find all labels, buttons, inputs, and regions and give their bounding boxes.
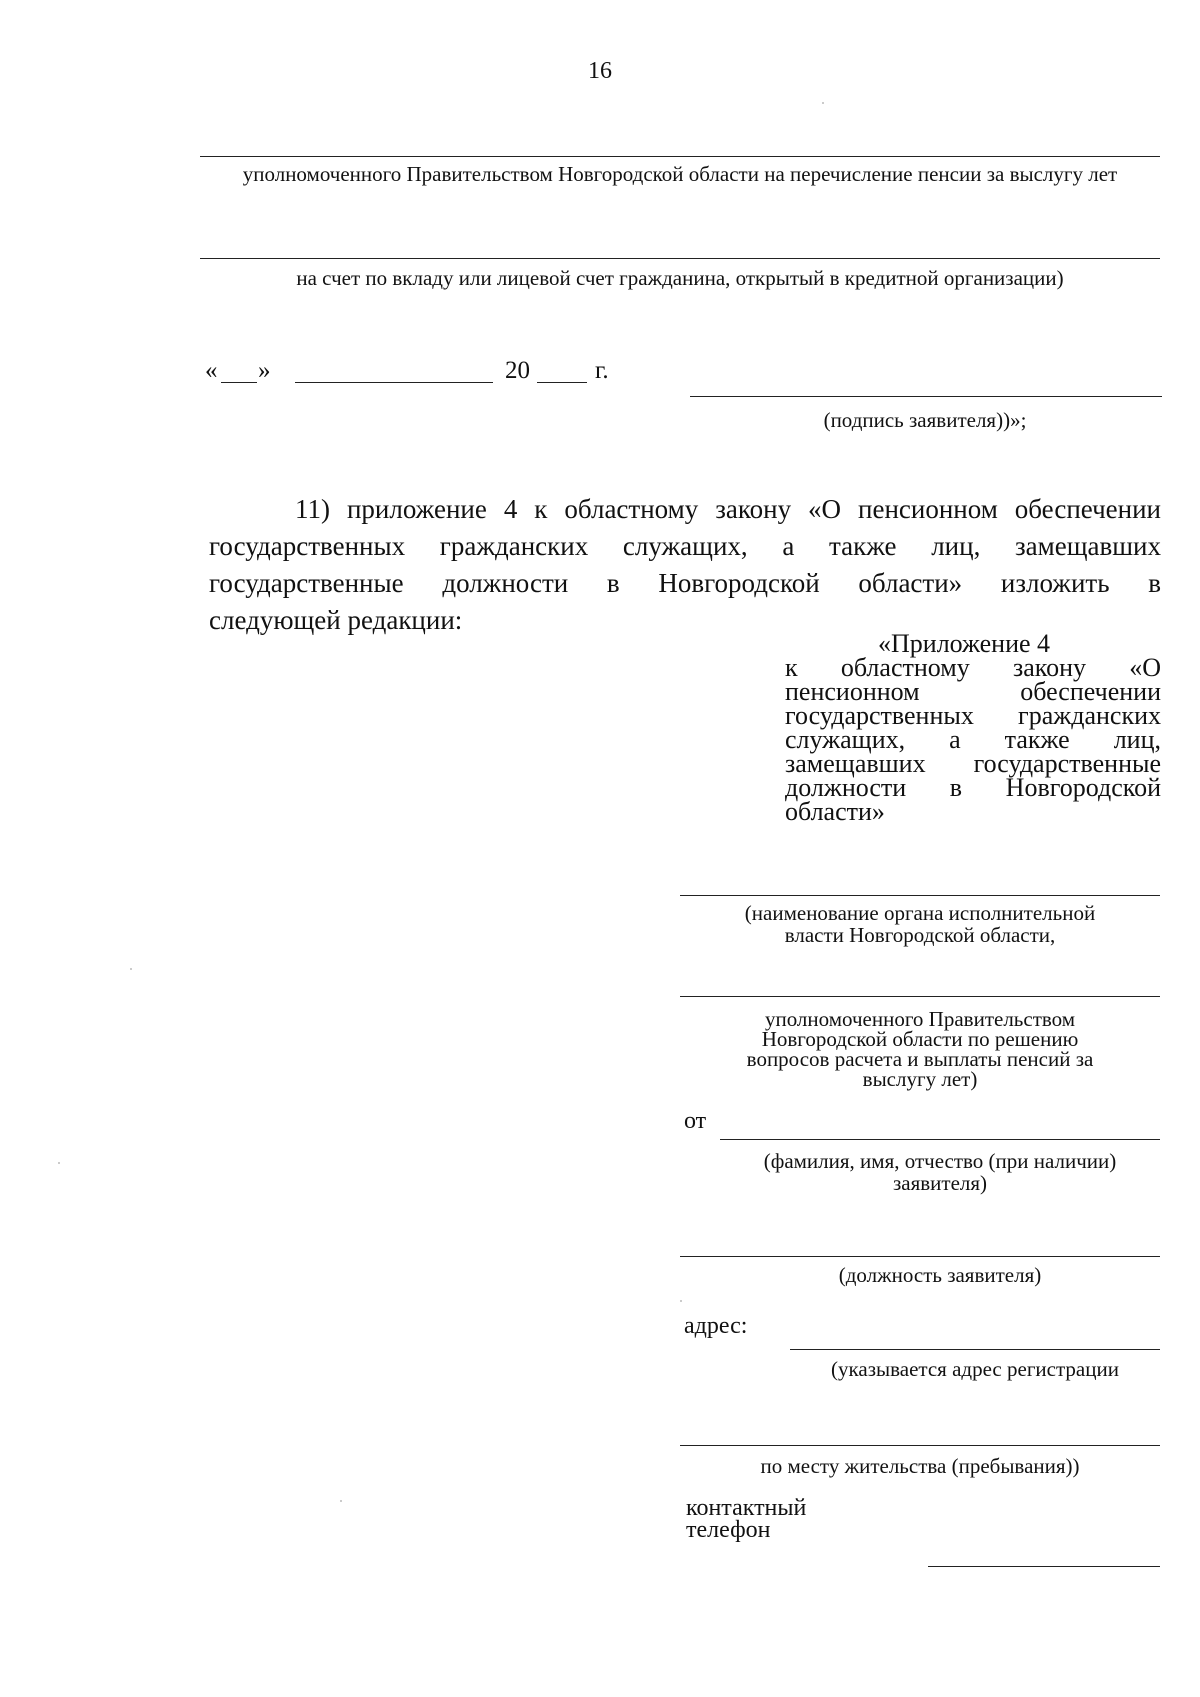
scan-speck [340, 1500, 342, 1502]
blank-line-payment-organ [200, 156, 1160, 157]
caption-authorized-line-4: выслугу лет) [862, 1067, 978, 1091]
date-day-blank [221, 382, 257, 383]
appendix-line-6: должности в Новгородской [785, 773, 1161, 802]
appendix-line-5: замещавших государственные [785, 749, 1161, 778]
caption-residence: по месту жительства (пребывания)) [760, 1454, 1080, 1478]
caption-address: (указывается адрес регистрации [831, 1357, 1119, 1381]
date-close-quote: » [258, 357, 271, 384]
amendment-line-4: следующей редакции: [209, 605, 463, 635]
date-month-blank [295, 382, 493, 383]
caption-name-line-1: (фамилия, имя, отчество (при наличии) [763, 1149, 1117, 1173]
date-year-blank [537, 382, 587, 383]
date-year-suffix: г. [595, 357, 609, 384]
scan-speck [58, 1162, 60, 1164]
caption-organ-line-2: власти Новгородской области, [784, 923, 1056, 947]
appendix-line-2: пенсионном обеспечении [785, 677, 1161, 706]
amendment-line-2: государственных гражданских служащих, а также лиц, замещавших [209, 531, 1161, 561]
page-number: 16 [588, 58, 612, 84]
date-line [205, 357, 625, 389]
blank-line-account [200, 258, 1160, 259]
appendix-line-7: области» [785, 797, 885, 826]
caption-authorized-line-2: Новгородской области по решению [761, 1027, 1079, 1051]
blank-line-position [680, 1256, 1160, 1257]
from-label: от [684, 1108, 707, 1134]
appendix-line-3: государственных гражданских [785, 701, 1161, 730]
amendment-line-1: 11) приложение 4 к областному закону «О пенсионном обеспечении [295, 494, 1161, 524]
appendix-line-4: служащих, а также лиц, [785, 725, 1161, 754]
blank-line-authorized-organ [680, 996, 1160, 997]
signature-blank-line [690, 396, 1162, 397]
caption-authorized-line-1: уполномоченного Правительством [764, 1007, 1076, 1031]
amendment-line-3: государственные должности в Новгородской области» изложить в [209, 568, 1161, 598]
date-year-prefix: 20 [505, 357, 530, 384]
signature-caption: (подпись заявителя))»; [823, 408, 1027, 432]
caption-authorized-line-3: вопросов расчета и выплаты пенсий за [746, 1047, 1094, 1071]
blank-line-residence [680, 1445, 1160, 1446]
caption-organ-line-1: (наименование органа исполнительной [744, 901, 1096, 925]
phone-label-line-2: телефон [686, 1517, 771, 1543]
phone-label-line-1: контактный [686, 1495, 807, 1521]
scan-speck [680, 1300, 682, 1302]
blank-line-phone [928, 1566, 1160, 1567]
appendix-line-1: к областному закону «О [785, 653, 1161, 682]
caption-position: (должность заявителя) [838, 1263, 1042, 1287]
scan-speck [822, 102, 824, 104]
blank-line-organ-name [680, 895, 1160, 896]
scan-speck [130, 968, 132, 970]
caption-name-line-2: заявителя) [892, 1171, 988, 1195]
appendix-title: «Приложение 4 [878, 629, 1051, 658]
caption-payment-organ: уполномоченного Правительством Новгородской области на перечисление пенсии за выслугу лет [242, 162, 1118, 186]
address-label: адрес: [684, 1313, 748, 1339]
blank-line-address [790, 1349, 1160, 1350]
date-open-quote: « [205, 357, 218, 384]
caption-account: на счет по вкладу или лицевой счет гражданина, открытый в кредитной организации) [296, 266, 1064, 290]
blank-line-applicant-name [720, 1139, 1160, 1140]
